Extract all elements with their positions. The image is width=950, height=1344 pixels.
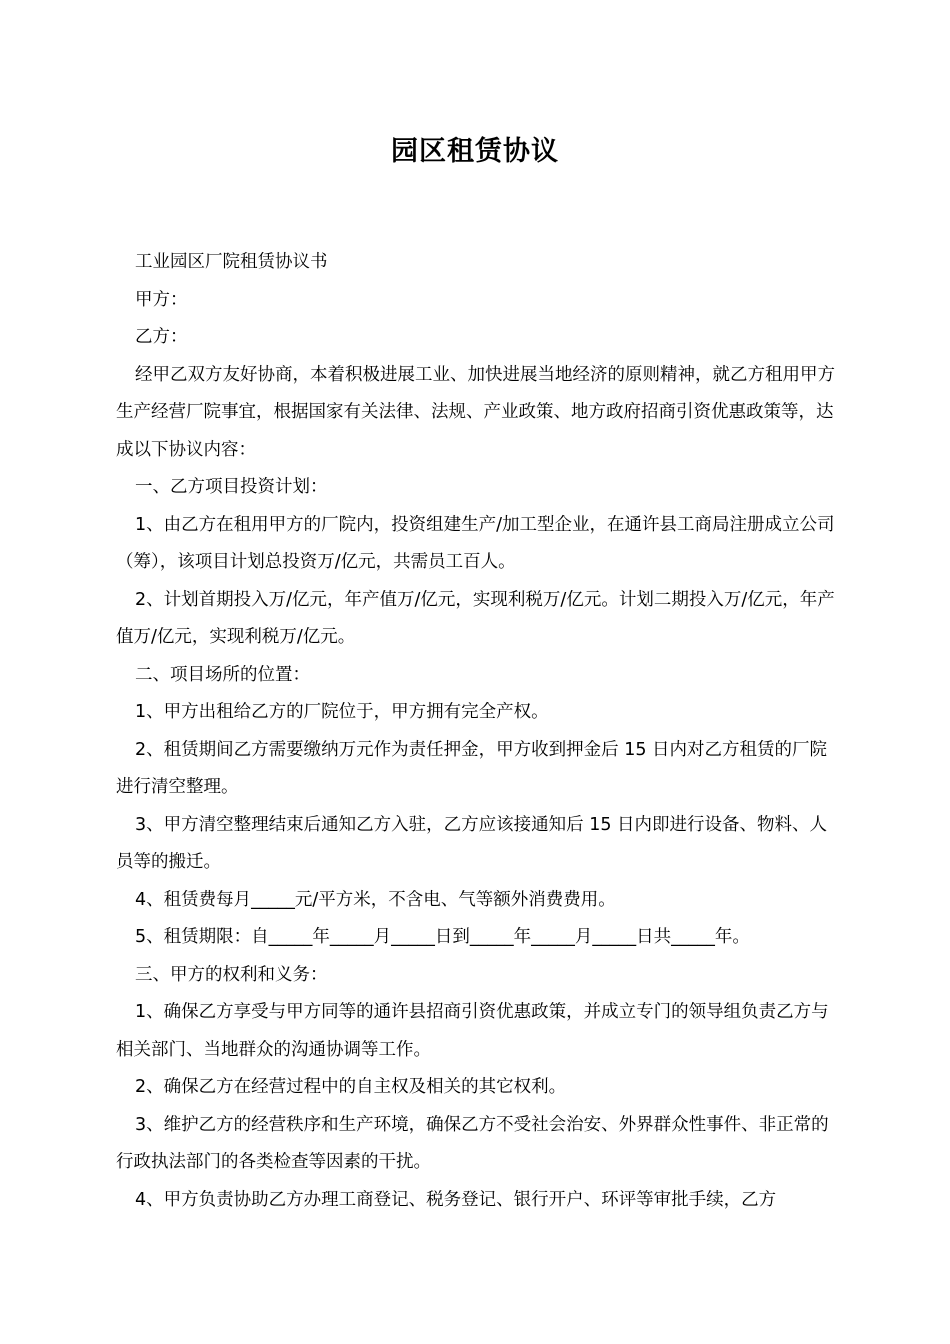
paragraph-party-b: 乙方： (135, 327, 188, 347)
paragraph-preamble: 经甲乙双方友好协商，本着积极进展工业、加快进展当地经济的原则精神，就乙方租用甲方生产经营厂院事宜，根据国家有关法律、法规、产业政策、地方政府招商引资优惠政策等，达成以下协议内容： (116, 364, 835, 460)
clause-1-2: 2、计划首期投入万/亿元，年产值万/亿元，实现利税万/亿元。计划二期投入万/亿元，年产值万/亿元，实现利税万/亿元。 (116, 589, 835, 647)
clause-3-4: 4、甲方负责协助乙方办理工商登记、税务登记、银行开户、环评等审批手续，乙方 (135, 1189, 777, 1210)
clause-2-4: 4、租赁费每月_____元/平方米，不含电、气等额外消费费用。 (135, 889, 616, 910)
clause-2-5: 5、租赁期限：自_____年_____月_____日到_____年_____月_____日共_____年。 (135, 927, 750, 947)
document-title: 园区租赁协议 (391, 136, 559, 167)
clause-3-1: 1、确保乙方享受与甲方同等的通许县招商引资优惠政策，并成立专门的领导组负责乙方与相关部门、当地群众的沟通协调等工作。 (116, 1002, 829, 1060)
section-heading-1: 一、乙方项目投资计划： (135, 477, 328, 497)
clause-2-1: 1、甲方出租给乙方的厂院位于，甲方拥有完全产权。 (135, 702, 549, 722)
clause-2-2: 2、租赁期间乙方需要缴纳万元作为责任押金，甲方收到押金后 15 日内对乙方租赁的厂院进行清空整理。 (116, 739, 828, 797)
paragraph-party-a: 甲方： (135, 289, 188, 310)
paragraph-heading: 工业园区厂院租赁协议书 (135, 252, 328, 272)
clause-2-3: 3、甲方清空整理结束后通知乙方入驻，乙方应该接通知后 15 日内即进行设备、物料、人员等的搬迁。 (116, 814, 828, 872)
clause-3-2: 2、确保乙方在经营过程中的自主权及相关的其它权利。 (135, 1077, 567, 1097)
section-heading-3: 三、甲方的权利和义务： (135, 964, 328, 985)
clause-3-3: 3、维护乙方的经营秩序和生产环境，确保乙方不受社会治安、外界群众性事件、非正常的行政执法部门的各类检查等因素的干扰。 (116, 1114, 829, 1172)
document-body (116, 244, 836, 1219)
section-heading-2: 二、项目场所的位置： (135, 664, 310, 685)
clause-1-1: 1、由乙方在租用甲方的厂院内，投资组建生产/加工型企业，在通许县工商局注册成立公司（筹），该项目计划总投资万/亿元，共需员工百人。 (116, 514, 835, 572)
